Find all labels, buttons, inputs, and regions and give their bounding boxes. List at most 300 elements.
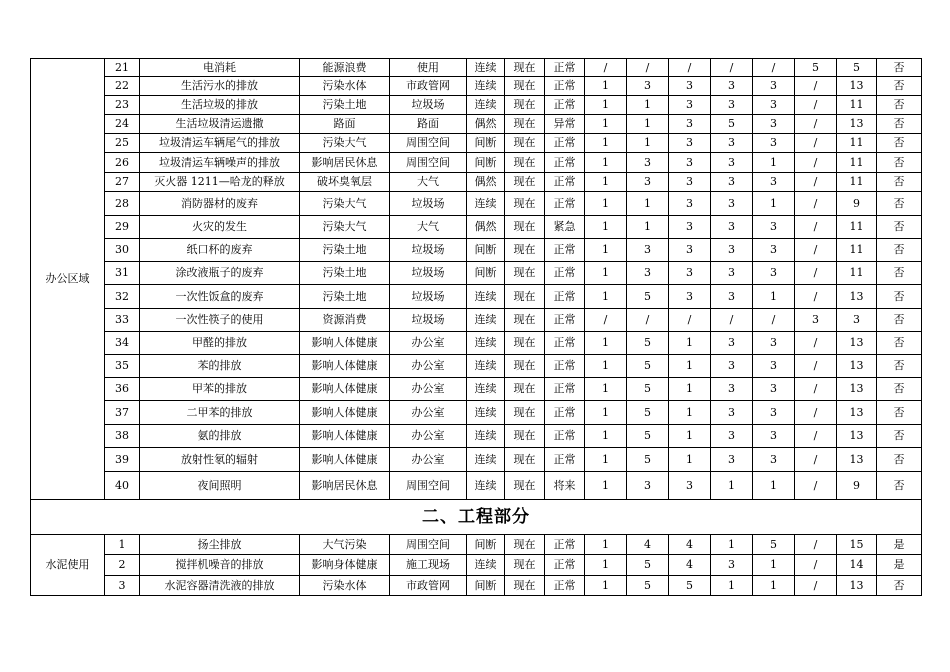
score-d-cell: / xyxy=(711,309,753,332)
significant-cell: 否 xyxy=(877,216,922,239)
score-a-cell: 1 xyxy=(585,535,627,555)
total-score-cell: 13 xyxy=(837,401,877,425)
significant-cell: 否 xyxy=(877,355,922,378)
frequency-cell: 间断 xyxy=(467,153,505,173)
score-c-cell: 1 xyxy=(669,332,711,355)
significant-cell: 否 xyxy=(877,153,922,173)
table-row xyxy=(31,134,922,153)
state-cell: 正常 xyxy=(545,134,585,153)
score-e-cell: 1 xyxy=(753,285,795,309)
tense-cell: 现在 xyxy=(505,309,545,332)
impact-cell: 污染水体 xyxy=(300,576,390,596)
state-cell: 正常 xyxy=(545,59,585,77)
score-f-cell: / xyxy=(795,472,837,500)
score-f-cell: / xyxy=(795,115,837,134)
state-cell: 正常 xyxy=(545,262,585,285)
table-row xyxy=(31,332,922,355)
state-cell: 正常 xyxy=(545,535,585,555)
score-c-cell: 3 xyxy=(669,96,711,115)
score-b-cell: 1 xyxy=(627,134,669,153)
state-cell: 紧急 xyxy=(545,216,585,239)
score-e-cell: 3 xyxy=(753,332,795,355)
frequency-cell: 连续 xyxy=(467,378,505,401)
score-f-cell: / xyxy=(795,96,837,115)
state-cell: 正常 xyxy=(545,448,585,472)
state-cell: 正常 xyxy=(545,332,585,355)
tense-cell: 现在 xyxy=(505,134,545,153)
total-score-cell: 11 xyxy=(837,239,877,262)
score-d-cell: 3 xyxy=(711,332,753,355)
tense-cell: 现在 xyxy=(505,378,545,401)
score-b-cell: 3 xyxy=(627,472,669,500)
score-d-cell: 3 xyxy=(711,378,753,401)
score-e-cell: / xyxy=(753,59,795,77)
frequency-cell: 连续 xyxy=(467,332,505,355)
activity-cell: 一次性饭盒的废弃 xyxy=(140,285,300,309)
score-d-cell: / xyxy=(711,59,753,77)
total-score-cell: 13 xyxy=(837,77,877,96)
area-label-cement: 水泥使用 xyxy=(31,535,105,596)
state-cell: 正常 xyxy=(545,378,585,401)
score-d-cell: 3 xyxy=(711,425,753,448)
activity-cell: 涂改液瓶子的废弃 xyxy=(140,262,300,285)
score-e-cell: 3 xyxy=(753,216,795,239)
row-number: 33 xyxy=(105,309,140,332)
score-f-cell: / xyxy=(795,173,837,192)
score-e-cell: 1 xyxy=(753,192,795,216)
impact-cell: 污染大气 xyxy=(300,134,390,153)
score-b-cell: 1 xyxy=(627,192,669,216)
row-number: 28 xyxy=(105,192,140,216)
place-cell: 路面 xyxy=(390,115,467,134)
place-cell: 办公室 xyxy=(390,401,467,425)
row-number: 1 xyxy=(105,535,140,555)
score-c-cell: 1 xyxy=(669,378,711,401)
significant-cell: 否 xyxy=(877,262,922,285)
total-score-cell: 11 xyxy=(837,96,877,115)
frequency-cell: 连续 xyxy=(467,472,505,500)
impact-cell: 污染土地 xyxy=(300,96,390,115)
row-number: 21 xyxy=(105,59,140,77)
score-e-cell: 5 xyxy=(753,535,795,555)
score-e-cell: 1 xyxy=(753,576,795,596)
significant-cell: 否 xyxy=(877,115,922,134)
frequency-cell: 连续 xyxy=(467,425,505,448)
score-a-cell: 1 xyxy=(585,285,627,309)
row-number: 27 xyxy=(105,173,140,192)
row-number: 31 xyxy=(105,262,140,285)
activity-cell: 纸口杯的废弃 xyxy=(140,239,300,262)
total-score-cell: 13 xyxy=(837,115,877,134)
score-c-cell: 3 xyxy=(669,153,711,173)
frequency-cell: 连续 xyxy=(467,59,505,77)
tense-cell: 现在 xyxy=(505,355,545,378)
impact-cell: 污染土地 xyxy=(300,285,390,309)
score-b-cell: 4 xyxy=(627,535,669,555)
table-row xyxy=(31,535,922,555)
score-d-cell: 1 xyxy=(711,472,753,500)
place-cell: 大气 xyxy=(390,173,467,192)
score-c-cell: 3 xyxy=(669,115,711,134)
score-f-cell: / xyxy=(795,535,837,555)
total-score-cell: 9 xyxy=(837,192,877,216)
score-f-cell: / xyxy=(795,262,837,285)
total-score-cell: 15 xyxy=(837,535,877,555)
tense-cell: 现在 xyxy=(505,115,545,134)
score-a-cell: 1 xyxy=(585,96,627,115)
score-c-cell: 1 xyxy=(669,355,711,378)
tense-cell: 现在 xyxy=(505,173,545,192)
score-c-cell: 3 xyxy=(669,285,711,309)
score-c-cell: 4 xyxy=(669,555,711,576)
state-cell: 正常 xyxy=(545,77,585,96)
significant-cell: 是 xyxy=(877,555,922,576)
score-e-cell: / xyxy=(753,309,795,332)
table-row xyxy=(31,216,922,239)
impact-cell: 影响居民休息 xyxy=(300,153,390,173)
place-cell: 使用 xyxy=(390,59,467,77)
table-row xyxy=(31,239,922,262)
table-row xyxy=(31,355,922,378)
score-c-cell: 3 xyxy=(669,239,711,262)
frequency-cell: 偶然 xyxy=(467,216,505,239)
row-number: 34 xyxy=(105,332,140,355)
activity-cell: 灭火器 1211—哈龙的释放 xyxy=(140,173,300,192)
section-title: 二、工程部分 xyxy=(31,500,922,535)
score-b-cell: 1 xyxy=(627,96,669,115)
impact-cell: 资源消费 xyxy=(300,309,390,332)
score-d-cell: 3 xyxy=(711,285,753,309)
state-cell: 正常 xyxy=(545,153,585,173)
score-a-cell: 1 xyxy=(585,153,627,173)
score-e-cell: 3 xyxy=(753,425,795,448)
tense-cell: 现在 xyxy=(505,262,545,285)
score-d-cell: 3 xyxy=(711,153,753,173)
table-row xyxy=(31,448,922,472)
activity-cell: 生活垃圾清运遗撒 xyxy=(140,115,300,134)
score-f-cell: / xyxy=(795,576,837,596)
score-b-cell: 5 xyxy=(627,555,669,576)
frequency-cell: 偶然 xyxy=(467,173,505,192)
place-cell: 垃圾场 xyxy=(390,262,467,285)
impact-cell: 影响居民休息 xyxy=(300,472,390,500)
score-e-cell: 3 xyxy=(753,378,795,401)
state-cell: 正常 xyxy=(545,285,585,309)
score-a-cell: 1 xyxy=(585,576,627,596)
tense-cell: 现在 xyxy=(505,535,545,555)
score-d-cell: 3 xyxy=(711,401,753,425)
activity-cell: 火灾的发生 xyxy=(140,216,300,239)
score-b-cell: / xyxy=(627,59,669,77)
score-c-cell: 3 xyxy=(669,77,711,96)
table-row xyxy=(31,153,922,173)
row-number: 37 xyxy=(105,401,140,425)
significant-cell: 否 xyxy=(877,173,922,192)
score-f-cell: / xyxy=(795,77,837,96)
significant-cell: 否 xyxy=(877,378,922,401)
score-d-cell: 3 xyxy=(711,134,753,153)
activity-cell: 扬尘排放 xyxy=(140,535,300,555)
row-number: 32 xyxy=(105,285,140,309)
score-b-cell: 5 xyxy=(627,425,669,448)
total-score-cell: 11 xyxy=(837,216,877,239)
row-number: 30 xyxy=(105,239,140,262)
tense-cell: 现在 xyxy=(505,153,545,173)
total-score-cell: 11 xyxy=(837,153,877,173)
place-cell: 办公室 xyxy=(390,378,467,401)
score-f-cell: / xyxy=(795,153,837,173)
score-a-cell: 1 xyxy=(585,555,627,576)
place-cell: 垃圾场 xyxy=(390,285,467,309)
activity-cell: 甲苯的排放 xyxy=(140,378,300,401)
state-cell: 正常 xyxy=(545,173,585,192)
section-title-row xyxy=(31,500,922,535)
total-score-cell: 11 xyxy=(837,262,877,285)
table-row xyxy=(31,77,922,96)
aspect-table xyxy=(30,58,922,596)
activity-cell: 垃圾清运车辆尾气的排放 xyxy=(140,134,300,153)
impact-cell: 路面 xyxy=(300,115,390,134)
score-c-cell: 1 xyxy=(669,425,711,448)
score-e-cell: 3 xyxy=(753,115,795,134)
place-cell: 垃圾场 xyxy=(390,96,467,115)
table-row xyxy=(31,472,922,500)
row-number: 3 xyxy=(105,576,140,596)
score-c-cell: 3 xyxy=(669,134,711,153)
total-score-cell: 13 xyxy=(837,378,877,401)
table-row xyxy=(31,576,922,596)
frequency-cell: 间断 xyxy=(467,576,505,596)
row-number: 25 xyxy=(105,134,140,153)
score-f-cell: / xyxy=(795,401,837,425)
score-b-cell: 3 xyxy=(627,77,669,96)
significant-cell: 否 xyxy=(877,59,922,77)
place-cell: 周围空间 xyxy=(390,153,467,173)
score-a-cell: 1 xyxy=(585,216,627,239)
frequency-cell: 连续 xyxy=(467,355,505,378)
frequency-cell: 偶然 xyxy=(467,115,505,134)
score-d-cell: 1 xyxy=(711,576,753,596)
table-row xyxy=(31,401,922,425)
activity-cell: 搅拌机噪音的排放 xyxy=(140,555,300,576)
activity-cell: 甲醛的排放 xyxy=(140,332,300,355)
significant-cell: 否 xyxy=(877,309,922,332)
score-e-cell: 3 xyxy=(753,173,795,192)
row-number: 39 xyxy=(105,448,140,472)
table-row xyxy=(31,59,922,77)
score-c-cell: 1 xyxy=(669,401,711,425)
frequency-cell: 连续 xyxy=(467,77,505,96)
place-cell: 办公室 xyxy=(390,355,467,378)
state-cell: 正常 xyxy=(545,96,585,115)
total-score-cell: 13 xyxy=(837,285,877,309)
significant-cell: 是 xyxy=(877,535,922,555)
score-c-cell: 3 xyxy=(669,173,711,192)
place-cell: 大气 xyxy=(390,216,467,239)
frequency-cell: 连续 xyxy=(467,96,505,115)
score-d-cell: 3 xyxy=(711,239,753,262)
tense-cell: 现在 xyxy=(505,401,545,425)
score-a-cell: 1 xyxy=(585,173,627,192)
tense-cell: 现在 xyxy=(505,332,545,355)
significant-cell: 否 xyxy=(877,448,922,472)
frequency-cell: 间断 xyxy=(467,262,505,285)
significant-cell: 否 xyxy=(877,192,922,216)
score-c-cell: 4 xyxy=(669,535,711,555)
activity-cell: 水泥容器清洗液的排放 xyxy=(140,576,300,596)
area-label-office: 办公区域 xyxy=(31,59,105,500)
place-cell: 市政管网 xyxy=(390,77,467,96)
activity-cell: 二甲苯的排放 xyxy=(140,401,300,425)
place-cell: 垃圾场 xyxy=(390,192,467,216)
score-c-cell: / xyxy=(669,309,711,332)
state-cell: 正常 xyxy=(545,239,585,262)
score-b-cell: 5 xyxy=(627,448,669,472)
row-number: 2 xyxy=(105,555,140,576)
table-row xyxy=(31,285,922,309)
score-e-cell: 3 xyxy=(753,448,795,472)
score-e-cell: 3 xyxy=(753,355,795,378)
score-b-cell: 1 xyxy=(627,216,669,239)
table-row xyxy=(31,192,922,216)
score-b-cell: 3 xyxy=(627,239,669,262)
tense-cell: 现在 xyxy=(505,576,545,596)
tense-cell: 现在 xyxy=(505,59,545,77)
activity-cell: 氨的排放 xyxy=(140,425,300,448)
score-e-cell: 1 xyxy=(753,153,795,173)
frequency-cell: 连续 xyxy=(467,555,505,576)
tense-cell: 现在 xyxy=(505,216,545,239)
significant-cell: 否 xyxy=(877,96,922,115)
activity-cell: 垃圾清运车辆噪声的排放 xyxy=(140,153,300,173)
score-f-cell: / xyxy=(795,216,837,239)
tense-cell: 现在 xyxy=(505,448,545,472)
score-b-cell: 1 xyxy=(627,115,669,134)
significant-cell: 否 xyxy=(877,134,922,153)
frequency-cell: 连续 xyxy=(467,448,505,472)
score-e-cell: 3 xyxy=(753,401,795,425)
table-row xyxy=(31,309,922,332)
row-number: 22 xyxy=(105,77,140,96)
tense-cell: 现在 xyxy=(505,239,545,262)
tense-cell: 现在 xyxy=(505,77,545,96)
score-b-cell: 5 xyxy=(627,285,669,309)
score-f-cell: / xyxy=(795,332,837,355)
score-f-cell: / xyxy=(795,555,837,576)
impact-cell: 污染水体 xyxy=(300,77,390,96)
score-f-cell: 5 xyxy=(795,59,837,77)
place-cell: 市政管网 xyxy=(390,576,467,596)
impact-cell: 影响人体健康 xyxy=(300,355,390,378)
tense-cell: 现在 xyxy=(505,472,545,500)
score-f-cell: / xyxy=(795,425,837,448)
table-row xyxy=(31,173,922,192)
score-a-cell: / xyxy=(585,309,627,332)
place-cell: 周围空间 xyxy=(390,134,467,153)
score-c-cell: 1 xyxy=(669,448,711,472)
tense-cell: 现在 xyxy=(505,96,545,115)
score-d-cell: 1 xyxy=(711,535,753,555)
state-cell: 将来 xyxy=(545,472,585,500)
impact-cell: 污染大气 xyxy=(300,216,390,239)
significant-cell: 否 xyxy=(877,77,922,96)
score-c-cell: 5 xyxy=(669,576,711,596)
score-a-cell: / xyxy=(585,59,627,77)
tense-cell: 现在 xyxy=(505,555,545,576)
impact-cell: 影响人体健康 xyxy=(300,378,390,401)
significant-cell: 否 xyxy=(877,332,922,355)
row-number: 35 xyxy=(105,355,140,378)
score-b-cell: 5 xyxy=(627,355,669,378)
score-a-cell: 1 xyxy=(585,332,627,355)
impact-cell: 污染土地 xyxy=(300,239,390,262)
impact-cell: 能源浪费 xyxy=(300,59,390,77)
total-score-cell: 13 xyxy=(837,332,877,355)
score-e-cell: 3 xyxy=(753,77,795,96)
frequency-cell: 间断 xyxy=(467,134,505,153)
frequency-cell: 间断 xyxy=(467,239,505,262)
score-b-cell: / xyxy=(627,309,669,332)
total-score-cell: 13 xyxy=(837,425,877,448)
score-c-cell: 3 xyxy=(669,216,711,239)
row-number: 29 xyxy=(105,216,140,239)
total-score-cell: 11 xyxy=(837,173,877,192)
total-score-cell: 13 xyxy=(837,448,877,472)
frequency-cell: 连续 xyxy=(467,309,505,332)
impact-cell: 影响人体健康 xyxy=(300,425,390,448)
total-score-cell: 5 xyxy=(837,59,877,77)
score-c-cell: / xyxy=(669,59,711,77)
score-d-cell: 3 xyxy=(711,355,753,378)
row-number: 38 xyxy=(105,425,140,448)
score-a-cell: 1 xyxy=(585,401,627,425)
aspect-evaluation-sheet xyxy=(30,58,921,596)
table-row xyxy=(31,555,922,576)
activity-cell: 消防器材的废弃 xyxy=(140,192,300,216)
state-cell: 正常 xyxy=(545,425,585,448)
score-b-cell: 3 xyxy=(627,262,669,285)
row-number: 40 xyxy=(105,472,140,500)
score-d-cell: 5 xyxy=(711,115,753,134)
row-number: 24 xyxy=(105,115,140,134)
frequency-cell: 连续 xyxy=(467,285,505,309)
score-f-cell: / xyxy=(795,378,837,401)
score-c-cell: 3 xyxy=(669,262,711,285)
tense-cell: 现在 xyxy=(505,425,545,448)
significant-cell: 否 xyxy=(877,472,922,500)
total-score-cell: 9 xyxy=(837,472,877,500)
score-a-cell: 1 xyxy=(585,472,627,500)
score-e-cell: 3 xyxy=(753,96,795,115)
score-d-cell: 3 xyxy=(711,555,753,576)
significant-cell: 否 xyxy=(877,285,922,309)
score-c-cell: 3 xyxy=(669,192,711,216)
table-row xyxy=(31,425,922,448)
place-cell: 办公室 xyxy=(390,332,467,355)
total-score-cell: 3 xyxy=(837,309,877,332)
score-b-cell: 5 xyxy=(627,401,669,425)
score-f-cell: / xyxy=(795,285,837,309)
place-cell: 垃圾场 xyxy=(390,309,467,332)
score-f-cell: / xyxy=(795,355,837,378)
frequency-cell: 间断 xyxy=(467,535,505,555)
state-cell: 正常 xyxy=(545,355,585,378)
frequency-cell: 连续 xyxy=(467,401,505,425)
tense-cell: 现在 xyxy=(505,192,545,216)
impact-cell: 影响人体健康 xyxy=(300,332,390,355)
place-cell: 垃圾场 xyxy=(390,239,467,262)
impact-cell: 破坏臭氧层 xyxy=(300,173,390,192)
